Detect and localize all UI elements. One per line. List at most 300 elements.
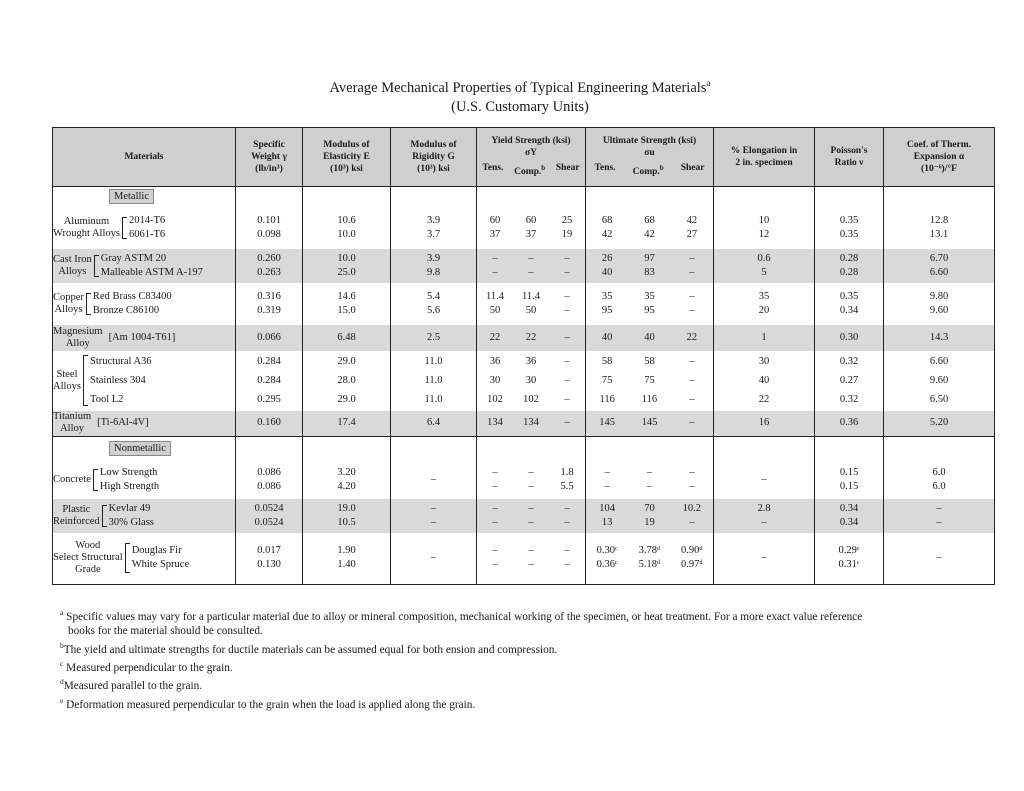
section-label-metallic: Metallic bbox=[109, 189, 154, 204]
cell-value: – bbox=[564, 375, 570, 386]
cell-value: 0.35 bbox=[839, 228, 859, 240]
material-name: Bronze C86100 bbox=[92, 304, 160, 316]
cell-value: 10.5 bbox=[337, 516, 356, 528]
footnote-text: Measured perpendicular to the grain. bbox=[66, 661, 233, 674]
cell-value: 26 bbox=[601, 252, 613, 264]
subheader-comp: Comp. bbox=[632, 167, 660, 178]
header-line: % Elongation in bbox=[730, 146, 798, 156]
cell-value: 0.36ᶜ bbox=[596, 559, 618, 571]
cell-value: 17.4 bbox=[303, 411, 391, 437]
footnote bbox=[60, 675, 990, 693]
cell-value: 11.0 bbox=[424, 356, 443, 367]
cell-value: 60 bbox=[489, 214, 501, 226]
material-group: Copper bbox=[53, 291, 84, 303]
footnote-mark: e bbox=[60, 695, 64, 705]
cell-value: 75 bbox=[644, 375, 655, 386]
cell-value: 0.34 bbox=[839, 516, 859, 528]
cell-value: 145 bbox=[641, 417, 658, 429]
material-group: Magnesium bbox=[53, 325, 103, 337]
header-modulus-rigidity bbox=[391, 128, 477, 187]
footnote-text: Specific values may vary for a particular material due to alloy or mineral composition, mechanical working of the specimen, or heat treatment. For a more exact value reference bbox=[66, 610, 863, 623]
material-group: Titanium bbox=[53, 411, 92, 423]
cell-value: 5 bbox=[761, 266, 767, 278]
cell-value: 0.086 bbox=[257, 480, 281, 492]
cell-value: 4.20 bbox=[337, 480, 356, 492]
cell-value: – bbox=[564, 304, 570, 316]
cell-value: – bbox=[689, 466, 695, 478]
cell-value: 134 bbox=[523, 417, 539, 429]
cell-value: – bbox=[689, 394, 695, 405]
cell-value: 68 bbox=[601, 214, 613, 226]
cell-value: – bbox=[689, 252, 695, 264]
footnote-mark: a bbox=[60, 608, 64, 617]
cell-value: 60 bbox=[525, 214, 537, 226]
cell-value: – bbox=[689, 356, 695, 367]
header-materials-label: Materials bbox=[124, 152, 164, 162]
table-row bbox=[53, 351, 995, 411]
material-group: Alloys bbox=[54, 303, 83, 315]
footnote bbox=[60, 657, 990, 675]
cell-value: 28.0 bbox=[337, 375, 356, 386]
cell-value: 0.28 bbox=[839, 252, 859, 264]
cell-value: – bbox=[646, 466, 653, 478]
header-line: Ultimate Strength (ksi) bbox=[602, 136, 697, 147]
cell-value: – bbox=[564, 545, 570, 557]
cell-value: – bbox=[604, 480, 610, 492]
cell-value: 0.0524 bbox=[254, 516, 284, 528]
cell-value: 22 bbox=[686, 331, 698, 343]
header-line: Coef. of Therm. bbox=[906, 140, 972, 150]
page-subtitle: (U.S. Customary Units) bbox=[451, 99, 589, 115]
cell-value: 0.36 bbox=[815, 411, 884, 437]
header-yield-strength bbox=[477, 128, 586, 187]
table-row bbox=[53, 499, 995, 533]
section-row-nonmetallic bbox=[53, 437, 995, 461]
cell-value: 40 bbox=[644, 331, 655, 343]
material-name: 30% Glass bbox=[108, 516, 154, 528]
header-line: Modulus of bbox=[410, 140, 457, 150]
cell-value: – bbox=[492, 502, 498, 514]
cell-value: 27 bbox=[686, 228, 698, 240]
cell-value: 0.30ᶜ bbox=[596, 545, 618, 557]
cell-value: 0.28 bbox=[839, 266, 859, 278]
cell-value: 37 bbox=[525, 228, 537, 240]
cell-value: 0.284 bbox=[257, 375, 281, 386]
cell-value: – bbox=[564, 417, 570, 429]
cell-value: – bbox=[564, 516, 570, 528]
cell-value: 0.260 bbox=[257, 252, 281, 264]
cell-value: 10.0 bbox=[337, 228, 356, 240]
cell-value: 30 bbox=[489, 375, 501, 386]
cell-value: 42 bbox=[644, 228, 655, 240]
cell-value: 1 bbox=[714, 325, 815, 351]
cell-value: 5.18ᵈ bbox=[638, 559, 661, 571]
cell-value: 40 bbox=[758, 375, 770, 386]
header-symbol: σY bbox=[524, 148, 538, 159]
cell-value: 36 bbox=[489, 356, 501, 367]
header-materials bbox=[53, 128, 236, 187]
cell-value: 6.70 bbox=[929, 252, 949, 264]
material-cell bbox=[53, 499, 236, 533]
header-line: Ratio ν bbox=[834, 158, 864, 168]
header-line: Modulus of bbox=[323, 140, 370, 150]
cell-value: 25 bbox=[561, 214, 573, 226]
cell-value: 95 bbox=[644, 304, 655, 316]
header-thermal-expansion bbox=[884, 128, 995, 187]
header-symbol: σu bbox=[644, 148, 655, 159]
header-line: Yield Strength (ksi) bbox=[491, 136, 571, 147]
cell-value: – bbox=[689, 304, 695, 316]
cell-value: – bbox=[492, 545, 498, 557]
header-ultimate-strength bbox=[586, 128, 714, 187]
material-name: Red Brass C83400 bbox=[92, 290, 172, 302]
cell-value: 3.9 bbox=[426, 252, 441, 264]
material-name: [Am 1004-T61] bbox=[108, 331, 176, 343]
cell-value: 6.48 bbox=[303, 325, 391, 351]
cell-value: 10.6 bbox=[337, 214, 356, 226]
cell-value: 15.0 bbox=[337, 304, 356, 316]
cell-value: – bbox=[714, 533, 815, 585]
cell-value: 14.6 bbox=[337, 290, 356, 302]
cell-value: – bbox=[714, 461, 815, 499]
cell-value: – bbox=[430, 502, 437, 514]
material-name: Tool L2 bbox=[90, 394, 124, 405]
cell-value: 0.35 bbox=[839, 290, 859, 302]
cell-value: 3.20 bbox=[337, 466, 356, 478]
cell-value: 0.32 bbox=[839, 356, 859, 367]
cell-value: 1.90 bbox=[337, 545, 356, 557]
material-name: Stainless 304 bbox=[90, 375, 146, 386]
material-cell bbox=[53, 207, 236, 249]
cell-value: 5.20 bbox=[884, 411, 995, 437]
cell-value: – bbox=[689, 417, 695, 429]
cell-value: 20 bbox=[758, 304, 770, 316]
footnote-mark: c bbox=[60, 659, 64, 669]
cell-value: – bbox=[492, 266, 498, 278]
cell-value: – bbox=[564, 252, 570, 264]
cell-value: 0.101 bbox=[257, 214, 281, 226]
subheader-tens: Tens. bbox=[482, 163, 504, 174]
cell-value: – bbox=[564, 331, 570, 343]
cell-value: 0.295 bbox=[257, 394, 281, 405]
cell-value: 6.50 bbox=[929, 394, 949, 405]
cell-value: – bbox=[564, 266, 570, 278]
cell-value: – bbox=[564, 356, 570, 367]
cell-value: – bbox=[564, 559, 570, 571]
cell-value: 0.29ᶜ bbox=[838, 545, 860, 557]
cell-value: 9.8 bbox=[426, 266, 441, 278]
cell-value: 40 bbox=[601, 266, 613, 278]
table-row bbox=[53, 533, 995, 585]
material-cell bbox=[53, 461, 236, 499]
cell-value: 102 bbox=[523, 394, 539, 405]
header-line: (10³) ksi bbox=[417, 164, 450, 174]
cell-value: 116 bbox=[599, 394, 615, 405]
cell-value: – bbox=[604, 466, 610, 478]
cell-value: 134 bbox=[487, 417, 503, 429]
cell-value: 19 bbox=[561, 228, 573, 240]
cell-value: – bbox=[528, 480, 534, 492]
table-row bbox=[53, 461, 995, 499]
cell-value: 35 bbox=[644, 290, 655, 302]
material-name: Malleable ASTM A-197 bbox=[100, 266, 203, 278]
cell-value: 14.3 bbox=[884, 325, 995, 351]
cell-value: 58 bbox=[644, 356, 655, 367]
header-row bbox=[53, 128, 995, 187]
header-line: Poisson's bbox=[830, 146, 868, 156]
cell-value: – bbox=[492, 466, 498, 478]
cell-value: 0.30 bbox=[815, 325, 884, 351]
cell-value: 70 bbox=[644, 502, 655, 514]
cell-value: – bbox=[528, 266, 534, 278]
material-name: Kevlar 49 bbox=[108, 502, 151, 514]
header-line: Elasticity E bbox=[323, 152, 370, 162]
cell-value: 19 bbox=[644, 516, 655, 528]
ultimate-subheaders bbox=[586, 162, 713, 178]
cell-value: – bbox=[689, 516, 695, 528]
cell-value: – bbox=[492, 516, 498, 528]
cell-value: 42 bbox=[601, 228, 613, 240]
cell-value: – bbox=[492, 480, 498, 492]
cell-value: 0.0524 bbox=[254, 502, 284, 514]
cell-value: – bbox=[564, 502, 570, 514]
material-cell bbox=[53, 533, 236, 585]
cell-value: 22 bbox=[489, 331, 501, 343]
cell-value: – bbox=[528, 466, 534, 478]
table-row bbox=[53, 207, 995, 249]
cell-value: 50 bbox=[489, 304, 501, 316]
table-row bbox=[53, 325, 995, 351]
cell-value: 25.0 bbox=[337, 266, 356, 278]
table-row bbox=[53, 411, 995, 437]
cell-value: 0.319 bbox=[257, 304, 281, 316]
cell-value: – bbox=[689, 290, 695, 302]
footnote-mark: d bbox=[60, 677, 64, 687]
cell-value: 6.60 bbox=[929, 266, 949, 278]
cell-value: – bbox=[528, 252, 534, 264]
material-name: [Ti-6Al-4V] bbox=[97, 417, 149, 429]
cell-value: 2.8 bbox=[757, 502, 771, 514]
header-line: Expansion α bbox=[913, 152, 965, 162]
cell-value: 10 bbox=[758, 214, 770, 226]
material-name: White Spruce bbox=[131, 559, 190, 571]
cell-value: 58 bbox=[601, 356, 613, 367]
cell-value: 19.0 bbox=[337, 502, 356, 514]
cell-value: 22 bbox=[525, 331, 537, 343]
footnote-mark: b bbox=[659, 164, 664, 173]
material-group: Aluminum bbox=[63, 215, 110, 227]
title-footnote-mark: a bbox=[706, 78, 711, 88]
footnotes bbox=[60, 606, 990, 712]
cell-value: – bbox=[391, 533, 477, 585]
footnote-text: Deformation measured perpendicular to the grain when the load is applied along the grain. bbox=[66, 698, 476, 711]
cell-value: 95 bbox=[601, 304, 613, 316]
cell-value: 6.60 bbox=[929, 356, 949, 367]
header-elongation bbox=[714, 128, 815, 187]
material-group: Alloys bbox=[53, 380, 82, 392]
cell-value: 9.60 bbox=[929, 304, 949, 316]
cell-value: 0.066 bbox=[236, 325, 303, 351]
subheader-shear: Shear bbox=[680, 163, 705, 174]
cell-value: 3.78ᵈ bbox=[638, 545, 661, 557]
cell-value: 6.0 bbox=[932, 466, 946, 478]
cell-value: – bbox=[391, 461, 477, 499]
cell-value: 0.97ᵈ bbox=[680, 559, 703, 571]
material-group: Alloys bbox=[58, 265, 87, 277]
header-line: 2 in. specimen bbox=[735, 158, 793, 168]
cell-value: 11.4 bbox=[486, 290, 504, 302]
section-row-metallic bbox=[53, 187, 995, 207]
cell-value: 6.0 bbox=[932, 480, 946, 492]
material-name: 2014-T6 bbox=[128, 214, 166, 226]
material-name: Gray ASTM 20 bbox=[100, 252, 167, 264]
cell-value: 5.4 bbox=[426, 290, 441, 302]
cell-value: 3.9 bbox=[426, 214, 441, 226]
header-line: (10³) ksi bbox=[330, 164, 363, 174]
material-cell bbox=[53, 249, 236, 283]
material-group: Wrought Alloys bbox=[53, 227, 120, 239]
material-group: Concrete bbox=[53, 473, 91, 485]
cell-value: – bbox=[936, 516, 942, 528]
cell-value: 83 bbox=[644, 266, 655, 278]
cell-value: 12.8 bbox=[929, 214, 949, 226]
cell-value: – bbox=[528, 559, 534, 571]
cell-value: 42 bbox=[686, 214, 698, 226]
material-name: Douglas Fir bbox=[131, 545, 182, 557]
cell-value: 11.4 bbox=[522, 290, 540, 302]
cell-value: 116 bbox=[641, 394, 658, 405]
cell-value: 36 bbox=[525, 356, 537, 367]
material-group: Select Structural bbox=[53, 552, 123, 564]
subheader-tens: Tens. bbox=[594, 163, 616, 174]
cell-value: 6.4 bbox=[391, 411, 477, 437]
header-modulus-elasticity bbox=[303, 128, 391, 187]
header-line: (lb/in³) bbox=[255, 164, 283, 174]
cell-value: – bbox=[492, 559, 498, 571]
cell-value: – bbox=[936, 502, 942, 514]
cell-value: 0.017 bbox=[257, 545, 281, 557]
cell-value: 37 bbox=[489, 228, 501, 240]
cell-value: – bbox=[646, 480, 653, 492]
footnote bbox=[60, 694, 990, 712]
cell-value: 104 bbox=[599, 502, 616, 514]
cell-value: 0.130 bbox=[257, 559, 281, 571]
yield-subheaders bbox=[477, 162, 585, 178]
cell-value: 16 bbox=[714, 411, 815, 437]
table-row bbox=[53, 249, 995, 283]
material-group: Alloy bbox=[65, 337, 90, 349]
footnote bbox=[60, 639, 990, 657]
cell-value: 0.15 bbox=[839, 480, 859, 492]
cell-value: 30 bbox=[525, 375, 537, 386]
cell-value: 35 bbox=[758, 290, 770, 302]
cell-value: 0.284 bbox=[257, 356, 281, 367]
cell-value: 0.27 bbox=[839, 375, 859, 386]
subheader-comp: Comp. bbox=[514, 167, 542, 178]
cell-value: – bbox=[564, 290, 570, 302]
title-text: Average Mechanical Properties of Typical Engineering Materials bbox=[329, 79, 707, 96]
cell-value: – bbox=[528, 516, 534, 528]
header-poisson bbox=[815, 128, 884, 187]
cell-value: – bbox=[528, 545, 534, 557]
cell-value: 13.1 bbox=[929, 228, 949, 240]
cell-value: 0.160 bbox=[236, 411, 303, 437]
material-group: Steel bbox=[56, 368, 78, 380]
cell-value: 0.34 bbox=[839, 502, 859, 514]
material-name: 6061-T6 bbox=[128, 228, 166, 240]
cell-value: 22 bbox=[758, 394, 770, 405]
cell-value: 3.7 bbox=[426, 228, 441, 240]
cell-value: 0.35 bbox=[839, 214, 859, 226]
cell-value: – bbox=[884, 533, 995, 585]
cell-value: 35 bbox=[601, 290, 613, 302]
cell-value: 0.32 bbox=[839, 394, 859, 405]
footnote-text: Measured parallel to the grain. bbox=[63, 680, 203, 693]
cell-value: 11.0 bbox=[424, 375, 443, 386]
footnote-text: The yield and ultimate strengths for ductile materials can be assumed equal for both ension and compression. bbox=[63, 643, 558, 656]
header-specific-weight bbox=[236, 128, 303, 187]
section-label-nonmetallic: Nonmetallic bbox=[109, 441, 171, 456]
cell-value: 10.0 bbox=[337, 252, 356, 264]
cell-value: 30 bbox=[758, 356, 770, 367]
material-group: Cast Iron bbox=[53, 253, 92, 265]
page-title bbox=[0, 78, 1024, 97]
cell-value: 75 bbox=[601, 375, 613, 386]
cell-value: 145 bbox=[599, 417, 616, 429]
material-group: Plastic bbox=[62, 503, 91, 515]
table-row bbox=[53, 283, 995, 325]
material-group: Grade bbox=[75, 564, 101, 576]
cell-value: 0.90ᵈ bbox=[680, 545, 703, 557]
cell-value: – bbox=[689, 480, 695, 492]
cell-value: 2.5 bbox=[391, 325, 477, 351]
cell-value: – bbox=[492, 252, 498, 264]
cell-value: – bbox=[430, 516, 437, 528]
footnote bbox=[60, 606, 990, 624]
material-group: Wood bbox=[75, 540, 101, 552]
subheader-shear: Shear bbox=[555, 163, 580, 174]
header-line: (10⁻⁶)/°F bbox=[921, 164, 957, 174]
cell-value: 0.316 bbox=[257, 290, 281, 302]
cell-value: 13 bbox=[601, 516, 613, 528]
material-cell bbox=[53, 283, 236, 325]
cell-value: – bbox=[564, 394, 570, 405]
cell-value: 0.34 bbox=[839, 304, 859, 316]
material-cell bbox=[53, 351, 236, 411]
cell-value: – bbox=[689, 266, 695, 278]
material-name: Low Strength bbox=[99, 466, 158, 478]
material-group: Reinforced bbox=[53, 515, 100, 527]
cell-value: 29.0 bbox=[337, 394, 356, 405]
material-cell bbox=[53, 411, 236, 437]
cell-value: 9.80 bbox=[929, 290, 949, 302]
header-line: Rigidity G bbox=[412, 152, 455, 162]
cell-value: 29.0 bbox=[337, 356, 356, 367]
cell-value: 5.6 bbox=[426, 304, 441, 316]
cell-value: 5.5 bbox=[560, 480, 574, 492]
cell-value: 102 bbox=[487, 394, 503, 405]
material-name: Structural A36 bbox=[90, 356, 152, 367]
cell-value: 0.098 bbox=[257, 228, 281, 240]
cell-value: 97 bbox=[644, 252, 655, 264]
cell-value: 9.60 bbox=[929, 375, 949, 386]
cell-value: 1.8 bbox=[560, 466, 574, 478]
cell-value: 0.31ᶜ bbox=[838, 559, 860, 571]
cell-value: – bbox=[528, 502, 534, 514]
cell-value: 0.6 bbox=[757, 252, 771, 264]
cell-value: 0.263 bbox=[257, 266, 281, 278]
cell-value: 10.2 bbox=[682, 502, 701, 514]
